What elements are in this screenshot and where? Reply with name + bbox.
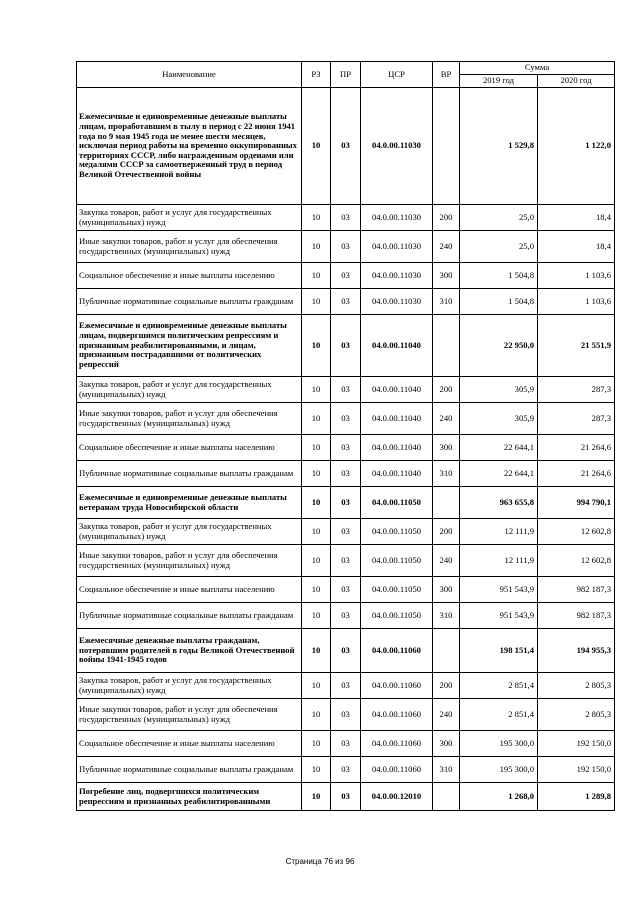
- row-name-cell: Закупка товаров, работ и услуг для государственных (муниципальных) нужд: [77, 519, 302, 545]
- row-csr-cell: 04.0.00.11030: [361, 88, 433, 205]
- row-2020-cell: 18,4: [538, 205, 615, 231]
- row-name-cell: Закупка товаров, работ и услуг для государственных (муниципальных) нужд: [77, 377, 302, 403]
- row-name-cell: Социальное обеспечение и иные выплаты населению: [77, 263, 302, 289]
- row-vr-cell: 200: [433, 205, 460, 231]
- row-2019-cell: 2 851,4: [460, 673, 538, 699]
- row-vr-cell: 310: [433, 757, 460, 783]
- table-row: [77, 783, 615, 811]
- row-csr-cell: 04.0.00.11050: [361, 519, 433, 545]
- row-2019-cell: 1 504,8: [460, 263, 538, 289]
- row-vr-cell: 300: [433, 263, 460, 289]
- row-name-cell: Ежемесячные и единовременные денежные выплаты лицам, подвергшимся политическим репрессиям и признанным реабилитированными, и лицам, признанным пострадавшими от политических репрессий: [77, 315, 302, 377]
- row-2020-cell: 1 289,8: [538, 783, 615, 811]
- row-2020-cell: 12 602,8: [538, 519, 615, 545]
- row-vr-cell: 200: [433, 519, 460, 545]
- row-name-cell: Иные закупки товаров, работ и услуг для обеспечения государственных (муниципальных) нужд: [77, 699, 302, 731]
- table-row: [77, 377, 615, 403]
- row-vr-cell: 300: [433, 435, 460, 461]
- row-2019-cell: 22 644,1: [460, 461, 538, 487]
- header-row: [77, 62, 615, 75]
- row-2019-cell: 22 950,0: [460, 315, 538, 377]
- row-csr-cell: 04.0.00.11060: [361, 757, 433, 783]
- row-2020-cell: 982 187,3: [538, 577, 615, 603]
- row-rz-cell: 10: [302, 315, 331, 377]
- col-csr-header: ЦСР: [361, 62, 433, 88]
- row-name-cell: Социальное обеспечение и иные выплаты населению: [77, 435, 302, 461]
- row-vr-cell: 310: [433, 289, 460, 315]
- col-vr-header: ВР: [433, 62, 460, 88]
- row-vr-cell: [433, 629, 460, 673]
- row-2019-cell: 25,0: [460, 205, 538, 231]
- table-row: [77, 519, 615, 545]
- row-name-cell: Социальное обеспечение и иные выплаты населению: [77, 731, 302, 757]
- row-2020-cell: 12 602,8: [538, 545, 615, 577]
- row-name-cell: Социальное обеспечение и иные выплаты населению: [77, 577, 302, 603]
- row-pr-cell: 03: [331, 435, 361, 461]
- row-2019-cell: 195 300,0: [460, 731, 538, 757]
- row-pr-cell: 03: [331, 289, 361, 315]
- row-2020-cell: 994 790,1: [538, 487, 615, 519]
- row-rz-cell: 10: [302, 289, 331, 315]
- col-rz-header: РЗ: [302, 62, 331, 88]
- row-vr-cell: [433, 487, 460, 519]
- row-rz-cell: 10: [302, 545, 331, 577]
- row-csr-cell: 04.0.00.11060: [361, 731, 433, 757]
- row-rz-cell: 10: [302, 88, 331, 205]
- row-pr-cell: 03: [331, 377, 361, 403]
- row-rz-cell: 10: [302, 757, 331, 783]
- row-pr-cell: 03: [331, 629, 361, 673]
- table-row: [77, 231, 615, 263]
- row-vr-cell: 300: [433, 577, 460, 603]
- table-row: [77, 88, 615, 205]
- row-2020-cell: 1 103,6: [538, 263, 615, 289]
- table-row: [77, 205, 615, 231]
- row-csr-cell: 04.0.00.11030: [361, 263, 433, 289]
- row-2019-cell: 963 655,8: [460, 487, 538, 519]
- row-vr-cell: 200: [433, 673, 460, 699]
- row-vr-cell: [433, 88, 460, 205]
- col-sum-header: Сумма: [460, 62, 615, 75]
- row-name-cell: Закупка товаров, работ и услуг для государственных (муниципальных) нужд: [77, 673, 302, 699]
- row-rz-cell: 10: [302, 487, 331, 519]
- row-2020-cell: 192 150,0: [538, 731, 615, 757]
- row-csr-cell: 04.0.00.11030: [361, 205, 433, 231]
- col-name-header: Наименование: [77, 62, 302, 88]
- row-rz-cell: 10: [302, 377, 331, 403]
- row-rz-cell: 10: [302, 231, 331, 263]
- row-2020-cell: 21 264,6: [538, 461, 615, 487]
- row-pr-cell: 03: [331, 699, 361, 731]
- row-pr-cell: 03: [331, 487, 361, 519]
- row-2020-cell: 194 955,3: [538, 629, 615, 673]
- row-pr-cell: 03: [331, 731, 361, 757]
- table-row: [77, 461, 615, 487]
- row-name-cell: Закупка товаров, работ и услуг для государственных (муниципальных) нужд: [77, 205, 302, 231]
- row-csr-cell: 04.0.00.11060: [361, 673, 433, 699]
- row-rz-cell: 10: [302, 577, 331, 603]
- row-csr-cell: 04.0.00.11040: [361, 315, 433, 377]
- row-pr-cell: 03: [331, 577, 361, 603]
- row-2020-cell: 1 103,6: [538, 289, 615, 315]
- row-2019-cell: 25,0: [460, 231, 538, 263]
- row-pr-cell: 03: [331, 205, 361, 231]
- row-2019-cell: 2 851,4: [460, 699, 538, 731]
- row-csr-cell: 04.0.00.11060: [361, 629, 433, 673]
- table-row: [77, 629, 615, 673]
- row-rz-cell: 10: [302, 403, 331, 435]
- row-pr-cell: 03: [331, 403, 361, 435]
- table-row: [77, 577, 615, 603]
- row-name-cell: Погребение лиц, подвергшихся политическим репрессиям и признанных реабилитированными: [77, 783, 302, 811]
- table-row: [77, 699, 615, 731]
- row-name-cell: Публичные нормативные социальные выплаты гражданам: [77, 757, 302, 783]
- row-vr-cell: 310: [433, 603, 460, 629]
- row-name-cell: Иные закупки товаров, работ и услуг для обеспечения государственных (муниципальных) нужд: [77, 231, 302, 263]
- row-rz-cell: 10: [302, 435, 331, 461]
- row-vr-cell: [433, 315, 460, 377]
- table-row: [77, 603, 615, 629]
- row-csr-cell: 04.0.00.11030: [361, 231, 433, 263]
- row-2019-cell: 951 543,9: [460, 603, 538, 629]
- row-2019-cell: 12 111,9: [460, 545, 538, 577]
- row-csr-cell: 04.0.00.11040: [361, 377, 433, 403]
- row-vr-cell: 240: [433, 699, 460, 731]
- row-name-cell: Ежемесячные и единовременные денежные выплаты ветеранам труда Новосибирской области: [77, 487, 302, 519]
- row-csr-cell: 04.0.00.11050: [361, 577, 433, 603]
- row-rz-cell: 10: [302, 699, 331, 731]
- table-row: [77, 487, 615, 519]
- row-vr-cell: 240: [433, 545, 460, 577]
- row-2019-cell: 195 300,0: [460, 757, 538, 783]
- row-rz-cell: 10: [302, 783, 331, 811]
- row-csr-cell: 04.0.00.11050: [361, 545, 433, 577]
- row-name-cell: Ежемесячные и единовременные денежные выплаты лицам, проработавшим в тылу в период с 22 июня 1941 года по 9 мая 1945 года не менее шести месяцев, исключая период работы на временно оккупированных территориях СССР, либо награжденным орденами или медалями СССР за самоотверженный труд в период Великой Отечественной войны: [77, 88, 302, 205]
- row-2019-cell: 1 529,8: [460, 88, 538, 205]
- table-row: [77, 673, 615, 699]
- row-name-cell: Публичные нормативные социальные выплаты гражданам: [77, 289, 302, 315]
- table-row: [77, 403, 615, 435]
- row-vr-cell: 200: [433, 377, 460, 403]
- row-name-cell: Ежемесячные денежные выплаты гражданам, потерявшим родителей в годы Великой Отечественной войны 1941-1945 годов: [77, 629, 302, 673]
- row-2019-cell: 22 644,1: [460, 435, 538, 461]
- table-row: [77, 289, 615, 315]
- row-rz-cell: 10: [302, 673, 331, 699]
- row-vr-cell: 310: [433, 461, 460, 487]
- row-name-cell: Публичные нормативные социальные выплаты гражданам: [77, 603, 302, 629]
- row-2020-cell: 18,4: [538, 231, 615, 263]
- row-name-cell: Иные закупки товаров, работ и услуг для обеспечения государственных (муниципальных) нужд: [77, 403, 302, 435]
- budget-table-sheet: [76, 61, 614, 811]
- row-rz-cell: 10: [302, 263, 331, 289]
- row-2020-cell: 21 264,6: [538, 435, 615, 461]
- row-pr-cell: 03: [331, 88, 361, 205]
- table-row: [77, 545, 615, 577]
- row-2019-cell: 12 111,9: [460, 519, 538, 545]
- row-pr-cell: 03: [331, 757, 361, 783]
- row-pr-cell: 03: [331, 783, 361, 811]
- row-2020-cell: 287,3: [538, 403, 615, 435]
- col-2019-header: 2019 год: [460, 75, 538, 88]
- row-pr-cell: 03: [331, 545, 361, 577]
- row-pr-cell: 03: [331, 603, 361, 629]
- page-footer: Страница 76 из 96: [285, 857, 355, 866]
- row-pr-cell: 03: [331, 519, 361, 545]
- row-2020-cell: 2 805,3: [538, 673, 615, 699]
- row-csr-cell: 04.0.00.11040: [361, 403, 433, 435]
- row-pr-cell: 03: [331, 673, 361, 699]
- row-csr-cell: 04.0.00.12010: [361, 783, 433, 811]
- row-2020-cell: 287,3: [538, 377, 615, 403]
- row-2019-cell: 305,9: [460, 403, 538, 435]
- table-row: [77, 757, 615, 783]
- row-rz-cell: 10: [302, 205, 331, 231]
- row-pr-cell: 03: [331, 315, 361, 377]
- row-2020-cell: 2 805,3: [538, 699, 615, 731]
- row-2019-cell: 951 543,9: [460, 577, 538, 603]
- row-csr-cell: 04.0.00.11040: [361, 461, 433, 487]
- table-row: [77, 263, 615, 289]
- row-2020-cell: 192 150,0: [538, 757, 615, 783]
- row-vr-cell: 240: [433, 403, 460, 435]
- row-name-cell: Иные закупки товаров, работ и услуг для обеспечения государственных (муниципальных) нужд: [77, 545, 302, 577]
- row-pr-cell: 03: [331, 263, 361, 289]
- row-pr-cell: 03: [331, 461, 361, 487]
- row-pr-cell: 03: [331, 231, 361, 263]
- table-body: [77, 88, 615, 811]
- row-2020-cell: 982 187,3: [538, 603, 615, 629]
- row-2019-cell: 198 151,4: [460, 629, 538, 673]
- row-2020-cell: 21 551,9: [538, 315, 615, 377]
- row-csr-cell: 04.0.00.11030: [361, 289, 433, 315]
- col-pr-header: ПР: [331, 62, 361, 88]
- row-name-cell: Публичные нормативные социальные выплаты гражданам: [77, 461, 302, 487]
- row-rz-cell: 10: [302, 629, 331, 673]
- table-row: [77, 315, 615, 377]
- row-rz-cell: 10: [302, 461, 331, 487]
- row-rz-cell: 10: [302, 603, 331, 629]
- budget-table: [76, 61, 615, 811]
- row-rz-cell: 10: [302, 731, 331, 757]
- row-vr-cell: 300: [433, 731, 460, 757]
- table-row: [77, 435, 615, 461]
- row-2019-cell: 1 268,0: [460, 783, 538, 811]
- row-2019-cell: 1 504,8: [460, 289, 538, 315]
- row-csr-cell: 04.0.00.11050: [361, 487, 433, 519]
- row-csr-cell: 04.0.00.11060: [361, 699, 433, 731]
- row-2020-cell: 1 122,0: [538, 88, 615, 205]
- row-vr-cell: 240: [433, 231, 460, 263]
- row-csr-cell: 04.0.00.11040: [361, 435, 433, 461]
- row-2019-cell: 305,9: [460, 377, 538, 403]
- row-rz-cell: 10: [302, 519, 331, 545]
- row-vr-cell: [433, 783, 460, 811]
- row-csr-cell: 04.0.00.11050: [361, 603, 433, 629]
- table-row: [77, 731, 615, 757]
- col-2020-header: 2020 год: [538, 75, 615, 88]
